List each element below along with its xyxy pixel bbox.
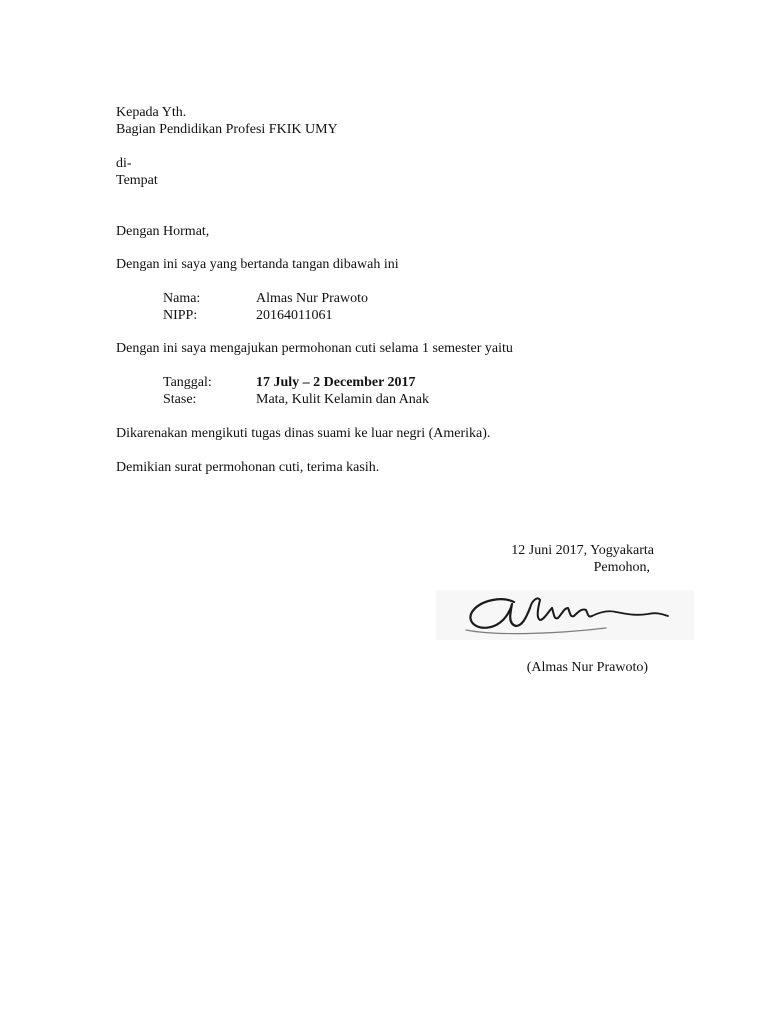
signature-image — [436, 590, 694, 640]
stase-value: Mata, Kulit Kelamin dan Anak — [256, 392, 430, 407]
date-value: 17 July – 2 December 2017 — [256, 375, 416, 390]
greeting: Dengan Hormat, — [116, 224, 210, 239]
request-paragraph: Dengan ini saya mengajukan permohonan cuti selama 1 semester yaitu — [116, 341, 513, 356]
stase-label: Stase: — [163, 392, 197, 407]
intro-paragraph: Dengan ini saya yang bertanda tangan dibawah ini — [116, 257, 399, 272]
nipp-value: 20164011061 — [256, 308, 333, 323]
name-label: Nama: — [163, 291, 201, 306]
date-label: Tanggal: — [163, 375, 212, 390]
place: Tempat — [116, 173, 158, 188]
signoff-date-place: 12 Juni 2017, Yogyakarta — [511, 543, 654, 558]
reason-paragraph: Dikarenakan mengikuti tugas dinas suami ke luar negri (Amerika). — [116, 426, 491, 441]
signoff-role: Pemohon, — [593, 560, 650, 575]
signer-name: (Almas Nur Prawoto) — [526, 660, 648, 675]
name-value: Almas Nur Prawoto — [256, 291, 368, 306]
handwritten-signature — [436, 590, 694, 640]
nipp-label: NIPP: — [163, 308, 198, 323]
recipient-department: Bagian Pendidikan Profesi FKIK UMY — [116, 122, 338, 137]
place-prefix: di- — [116, 156, 132, 171]
closing-paragraph: Demikian surat permohonan cuti, terima kasih. — [116, 460, 380, 475]
salutation: Kepada Yth. — [116, 105, 187, 120]
